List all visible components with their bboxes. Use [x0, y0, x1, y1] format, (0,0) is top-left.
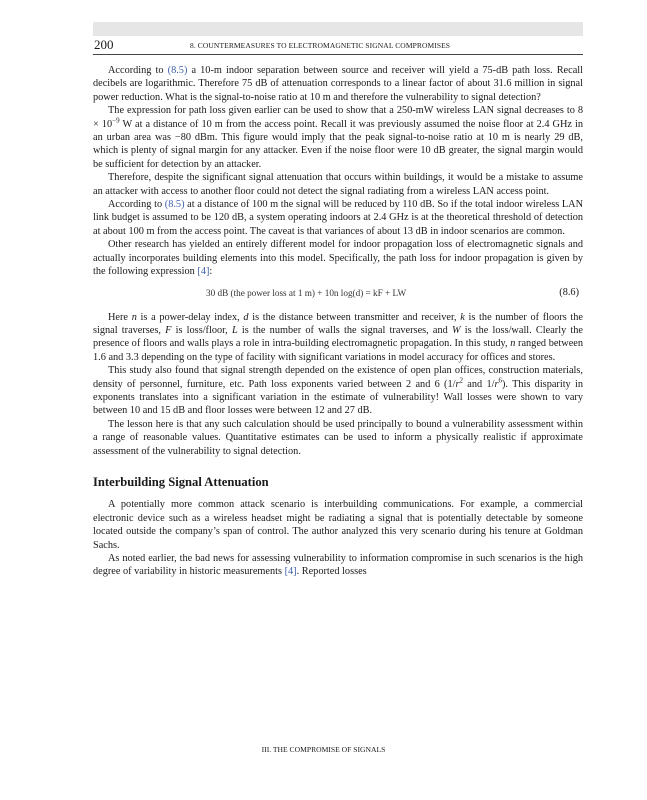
header-band — [93, 22, 583, 36]
equation-number: (8.6) — [559, 286, 579, 298]
equation: 30 dB (the power loss at 1 m) + 10n log(d) = kF + LW — [206, 287, 407, 298]
paragraph: This study also found that signal strength depended on the existence of open plan offices, construction materials, density of personnel, furniture, etc. Path loss exponents varied between 2 and 6 ($1/r^2$ and $1/r^6$). This disparity in exponents translates into a significant variation in the estimate of vulnerability! Wall losses were shown to vary between 10 and 15 dB and floor losses were between 12 and 27 dB. — [93, 365, 584, 417]
paragraph: A potentially more common attack scenario is interbuilding communications. For example, a commercial electronic device such as a wireless headset might be radiating a signal that is potentially detectable by someone located outside the company’s span of control. The author analyzed this very scenario during his tenure at Goldman Sachs. — [93, 499, 583, 551]
equation-reference-link[interactable]: (8.5) — [164, 199, 185, 211]
paragraph: Here n is a power-delay index, d is the distance between transmitter and receiver, k is the number of floors the signal traverses, F is loss/floor, L is the number of walls the signal traverses, and W is the loss/wall. Clearly the presence of floors and walls plays a role in intra-building electromagnetic propagation. In this study, n ranged between 1.6 and 3.3 depending on the type of facility with significant variations in model accuracy for offices and stores. — [93, 311, 584, 363]
body-text — [93, 64, 583, 579]
running-footer: III. THE COMPROMISE OF SIGNALS — [261, 745, 386, 754]
header-rule — [93, 54, 583, 55]
paragraph: Therefore, despite the significant signal attenuation that occurs within buildings, it would be a mistake to assume an attacker with access to another floor could not detect the signal radiating from a wireless LAN access point. — [93, 172, 583, 197]
section-heading: Interbuilding Signal Attenuation — [93, 474, 269, 489]
running-head: 8. COUNTERMEASURES TO ELECTROMAGNETIC SIGNAL COMPROMISES — [190, 41, 451, 50]
paragraph: As noted earlier, the bad news for assessing vulnerability to information compromise in such scenarios is the high degree of variability in historic measurements [4]. Reported losses — [93, 553, 583, 578]
citation-link[interactable]: [4] — [197, 266, 210, 278]
paragraph: According to (8.5) a 10-m indoor separation between source and receiver will yield a 75-dB path loss. Recall decibels are logarithmic. Therefore 75 dB of attenuation corresponds to a linear factor of about 31.6 million in signal power reduction. What is the signal-to-noise ratio at 10 m and therefore the vulnerability to signal detection? — [93, 65, 583, 103]
paragraph: The expression for path loss given earlier can be used to show that a 250-mW wireless LAN signal decreases to $8 \times 10^{-9}$ W at a distance of 10 m from the access point. Recall it was previously assumed the noise floor at 2.4 GHz in an urban area was −80 dBm. This figure would imply that the peak signal-to-noise ratio at 10 m is nearly 29 dB, which is plenty of signal margin for any attacker. Even if the noise floor were 10 dB greater, the signal margin would be sufficient for detection by an attacker. — [93, 105, 583, 170]
equation-reference-link[interactable]: (8.5) — [167, 65, 188, 76]
page-number: 200 — [94, 37, 114, 52]
paragraph: According to (8.5) at a distance of 100 m the signal will be reduced by 110 dB. So if the total indoor wireless LAN link budget is assumed to be 120 dB, a system operating indoors at 2.4 GHz is at the theoretical threshold of detection at about 100 m from the access point. The caveat is that variances of about 13 dB in indoor scenarios are common. — [93, 199, 584, 237]
citation-link[interactable]: [4] — [284, 566, 297, 578]
paragraph: Other research has yielded an entirely different model for indoor propagation loss of electromagnetic signals and actually incorporates building elements into this model. Specifically, the path loss for indoor propagation is given by the following expression [4]: — [93, 239, 583, 278]
equation-block — [93, 283, 583, 305]
paragraph: The lesson here is that any such calculation should be used principally to bound a vulnerability assessment within a range of reasonable values. Quantitative estimates can be used to inform a physically realistic if approximate assessment of the vulnerability to signal detection. — [93, 418, 583, 457]
